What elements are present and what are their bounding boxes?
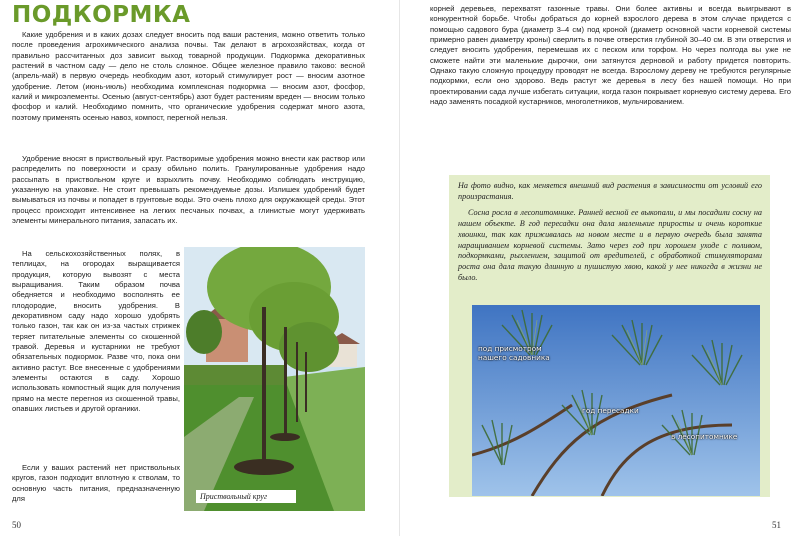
label-nursery: в лесопитомнике [671,432,738,441]
page-number-right: 51 [772,520,781,530]
label-gardener-care: под присмотром нашего садовника [478,344,550,362]
left-paragraph-3: На сельскохозяйственных полях, в теплицах, на огородах выращивается продукция, которую вывозят с места выращивания. Таким образом почва обедняется и необходимо восполнять ее плодородие, вносить удобрения. В декоративном саду надо хорошо удобрять только газон, так как он из-за частых стрижек теряет питательные элементы со скошенной травой. Деревья и кустарники не требуют обязательных подкормок. Разве что, пока они активно растут. Все внесенные с удобрениями элементы остаются в саду. Хорошо использовать компостный ящик для получения прямо на месте перегноя из скошенной травы, опавших листьев и другой органики. [12,249,180,414]
info-box-text [458,181,762,284]
left-paragraph-2: Удобрение вносят в приствольный круг. Растворимые удобрения можно внести как раствор или распределить по поверхности и сразу обильно полить. Гранулированные удобрения надо рассыпать в приствольном круге и взрыхлить почву. Необходимо соблюдать инструкцию, указанную на упаковке. Не стоит превышать рекомендуемые дозы. Излишек удобрений будет вымываться из почвы и попадет в грунтовые воды. Это очень плохо для окружающей среды. Этот процесс происходит интенсивнее на легких песчаных почвах, а глинистые могут удерживать элементы минерального питания, запасать их. [12,154,365,226]
page-title: ПОДКОРМКА [12,2,191,28]
pine-photo [472,305,760,496]
left-paragraph-1: Какие удобрения и в каких дозах следует вносить под ваши растения, можно ответить только после проведения агрохимического анализа почвы. Так делают в агрохозяйствах, когда от правильно рассчитанных доз зависит выход товарной продукции. Подкормка декоративных растений в частном саду — дело не столь сложное. Общее железное правило таково: весной (апрель-май) в первую очередь необходим азот, который стимулирует рост — вносим азотное удобрение. Летом (июнь-июль) необходима комплексная подкормка — вносим азот, фосфор, калий и микроэлементы. Осенью (август-сентябрь) азот будет растениям вреден — вносим только фосфор и калий. Необходимо помнить, что органические удобрения содержат много азота, поэтому применять осенью навоз, компост, перегной нельзя. [12,30,365,122]
info-box-intro: На фото видно, как меняется внешний вид растения в зависимости от условий его произрастания. [458,181,762,201]
left-paragraph-4: Если у ваших растений нет приствольных кругов, газон подходит вплотную к стволам, то основную часть питания, предназначенную для [12,463,180,504]
right-paragraph-1: корней деревьев, перехватят газонные травы. Они более активны и всегда выигрывают в конкурентной борьбе. Чтобы добраться до корней взрослого дерева в этом случае придется с помощью садового бура (диаметр 3–4 см) под кроной (диаметр основной части корневой системы примерно равен диаметру кроны) сверлить в почве отверстия глубиной 30–40 см. В эти отверстия и следует вносить удобрения, перемешав их с песком или торфом. Но через полгода вы уже не сможете найти эти маленькие дырочки, они затянутся дерновой и работу придется повторить. Однако такую сложную процедуру проводят не всегда. Взрослому дереву не требуются регулярные подкормки, если оно здорово. Ведь растут же деревья в лесу без нашей помощи. Но при проектировании сада лучше избегать ситуации, когда газон покрывает корневую систему дерева. Его надо заменять посадкой кустарников, многолетников, мульчированием. [430,4,791,107]
photo-caption: Приствольный круг [196,490,296,503]
page-number-left: 50 [12,520,21,530]
label-transplant-year: год пересадки [582,406,639,415]
info-box-story: Сосна росла в лесопитомнике. Ранней весной ее выкопали, и мы посадили сосну на нашем объекте. В год пересадки она дала маленькие приросты и очень короткие хвоинки, так как приживалась на новом месте и в первую очередь была занята наращиванием корневой системы. Зато через год при хорошем уходе с поливом, подкормками, рыхлением, защитой от вредителей, с обработкой стимуляторами роста она дала такую длинную и пушистую хвою, какой у нее никогда в жизни не было. [458,207,762,283]
tree-circle-photo [184,247,365,511]
